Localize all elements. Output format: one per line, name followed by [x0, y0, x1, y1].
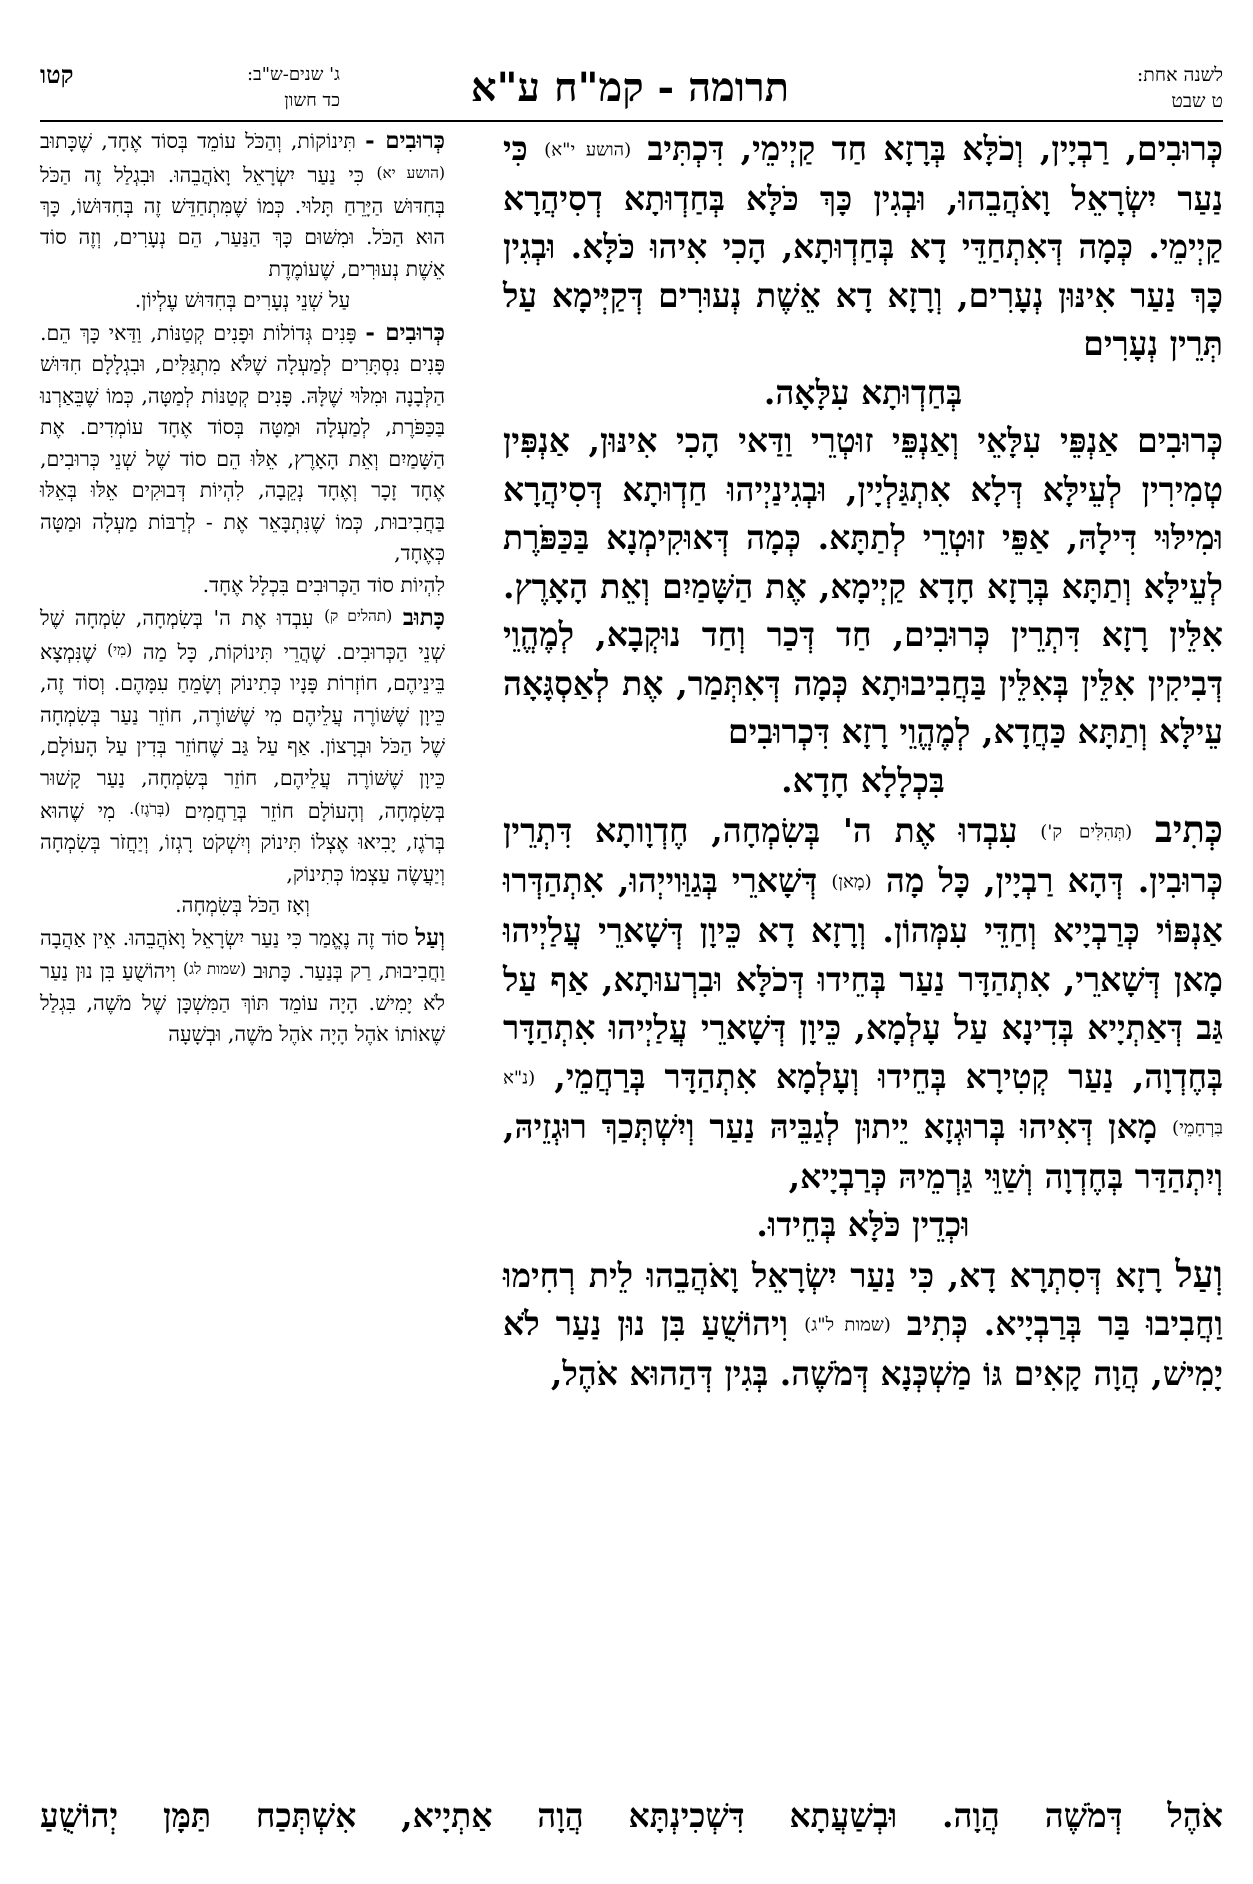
- paragraph-closing-line: עַל שְׁנֵי נְעָרִים בְּחִדּוּשׁ עֶלְיוֹן.: [134, 288, 351, 313]
- paragraph-closing-line: וְאָז הַכֹּל בְּשִׂמְחָה.: [175, 893, 310, 918]
- paragraph-lead-word: כְּרוּבִים -: [365, 318, 445, 346]
- page-number: קטו: [40, 60, 74, 89]
- source-reference: (שמות לג): [183, 960, 247, 979]
- main-paragraph: וְעַל רָזָא דְּסִתְרָא דָא, כִּי נַעַר יִשְׂרָאֵל וָאֹהֲבֵהוּ לֵית רְחִימוּ וַחֲבִיבוּ בַּר בְּרַבְיָיא. כְּתִיב (שמות ל"ג) וִיהוֹשֻׁעַ בִּן נוּן נַעַר לֹא יָמִישׁ, הֲוָה קָאִים גּוֹ מַשְׁכְּנָא דְּמֹשֶׁה. בְּגִין דְּהַהוּא אֹהֶל,: [503, 1251, 1223, 1394]
- page-title: תרומה - קמ"ח ע"א: [470, 64, 790, 111]
- paragraph-closing-line: בִּכְלָלָא חָדָא.: [781, 760, 945, 800]
- cycle-date: כד חשון: [284, 90, 340, 111]
- variant-reading: (מִי): [107, 640, 133, 659]
- translation-paragraph: כְּרוּבִים - פָּנִים גְּדוֹלוֹת וּפָנִים קְטַנּוֹת, וַדַּאי כָּךְ הֵם. פָּנִים נִסְתָּרִים לְמַעְלָה שֶׁלֹּא מִתְגַּלִּים, וּבִגְלָלָם חִדּוּשׁ הַלְּבָנָה וּמִלּוּי שֶׁלָּהּ. פָּנִים קְטַנּוֹת לְמַטָּה, כְּמוֹ שֶׁבֵּאַרְנוּ בַּכַּפֹּרֶת, לְמַעְלָה וּמַטָּה בְּסוֹד אֶחָד עוֹמְדִים. אֶת הַשָּׁמַיִם וְאֵת הָאָרֶץ, אֵלּוּ הֵם סוֹד שֶׁל שְׁנֵי כְּרוּבִים, אֶחָד זָכָר וְאֶחָד נְקֵבָה, לִהְיוֹת דְּבוּקִים אֵלּוּ בְּאֵלּוּ בַּחֲבִיבוּת, כְּמוֹ שֶׁנִּתְבָּאֵר אֶת - לְרַבּוֹת מַעְלָה וּמַטָּה כְּאֶחָד,: [40, 318, 445, 566]
- source-reference: (תְּהִלִּים ק'): [1040, 821, 1133, 843]
- variant-reading: (בְּרֹגֶז).: [129, 800, 171, 819]
- translation-column: [40, 125, 445, 1805]
- translation-paragraph: כָּתוּב (תהלים ק) עִבְדוּ אֶת ה' בְּשִׂמְחָה, שִׂמְחָה שֶׁל שְׁנֵי הַכְּרוּבִים. שֶׁהֲרֵי תִּינוֹקוֹת, כָּל מַה (מִי) שֶׁנִּמְצָא בֵּינֵיהֶם, חוֹזְרוֹת פָּנָיו כְּתִינוֹק וְשָׂמֵחַ עִמָּהֶם. וְסוֹד זֶה, כֵּיוָן שֶׁשּׁוֹרֶה עֲלֵיהֶם מִי שֶׁשּׁוֹרֶה, חוֹזֵר נַעַר בְּשִׂמְחָה שֶׁל הַכֹּל וּבְרָצוֹן. אַף עַל גַּב שֶׁחוֹזֵר בְּדִין עַל הָעוֹלָם, כֵּיוָן שֶׁשּׁוֹרֶה עֲלֵיהֶם, חוֹזֵר בְּשִׂמְחָה, נַעַר קָשׁוּר בְּשִׂמְחָה, וְהָעוֹלָם חוֹזֵר בְּרַחֲמִים (בְּרֹגֶז). מִי שֶׁהוּא בְּרֹגֶז, יָבִיאוּ אֶצְלוֹ תִּינוֹק וְיִשְׁקֹט רָגְזוֹ, וְיַחֲזֹר בְּשִׂמְחָה וְיַעֲשֶׂה עַצְמוֹ כְּתִינוֹק,: [40, 604, 445, 886]
- source-reference: (תהלים ק): [324, 607, 393, 626]
- variant-reading: (מָאן): [831, 871, 872, 893]
- translation-paragraph: וְעַל סוֹד זֶה נֶאֱמַר כִּי נַעַר יִשְׂרָאֵל וָאֹהֲבֵהוּ. אֵין אַהֲבָה וַחֲבִיבוּת, רַק בְּנַעַר. כָּתוּב (שמות לג) וִיהוֹשֻׁעַ בִּן נוּן נַעַר לֹא יָמִישׁ. הָיָה עוֹמֵד תּוֹךְ הַמִּשְׁכָּן שֶׁל מֹשֶׁה, בִּגְלַל שֶׁאוֹתוֹ אֹהֶל הָיָה אֹהֶל מֹשֶׁה, וּבְשָׁעָה: [40, 923, 445, 1047]
- paragraph-lead-word: וְעַל: [415, 923, 445, 951]
- main-paragraph: כְּתִיב (תְּהִלִּים ק') עִבְדוּ אֶת ה' בְּשִׂמְחָה, חֶדְוָותָא דִּתְרֵין כְּרוּבִין. דְּהָא רַבְיָין, כָּל מָה (מָאן) דְּשָׁארֵי בְּגַוַּוייְהוּ, אִתְהַדְּרוּ אַנְפּוֹי כְּרַבְיָיא וְחַדֵּי עִמְּהוֹן. וְרָזָא דָא כֵּיוָן דְּשָׁארֵי עֲלַיְיהוּ מָאן דְּשָׁארֵי, אִתְהַדָּר נַעַר בְּחֵידוּ דְּכֹלָּא וּבִרְעוּתָא, אַף עַל גַּב דְּאַתְיָיא בְּדִינָא עַל עָלְמָא, כֵּיוָן דְּשָׁארֵי עֲלַיְיהוּ אִתְהַדָּר בְּחֶדְוָה, נַעַר קְטִירָא בְּחֵידוּ וְעָלְמָא אִתְהַדָּר בְּרַחֲמֵי, (נ"א בִּרְחָמֵי) מָאן דְּאִיהוּ בְּרוּגְזָא יֵיתוּן לְגַבֵּיהּ נַעַר וְיִשְׁתְּכַךְ רוּגְזֵיהּ, וְיִתְהַדַּר בְּחֶדְוָה וְשַׁוֵּי גַּרְמֵיהּ כְּרַבְיָיא,: [503, 807, 1223, 1196]
- main-paragraph: כְּרוּבִים, רַבְיָין, וְכֹלָּא בְּרָזָא חַד קַיְימֵי, דִּכְתִּיב (הושע י"א) כִּי נַעַר יִשְׂרָאֵל וָאֹהֲבֵהוּ, וּבְגִין כָּךְ כֹּלָּא בְּחַדְוּתָא דְסִיהֲרָא קַיְימֵי. כְּמָה דְּאִתְחַדֵּי דָא בְּחַדְוּתָא, הָכִי אִיהוּ כֹּלָּא. וּבְגִין כָּךְ נַעַר אִינּוּן נְעָרִים, וְרָזָא דָא אֵשֶׁת נְעוּרִים דְּקַיְּימָא עַל תְּרֵין נְעָרִים: [503, 129, 1223, 364]
- header-divider: [40, 120, 1223, 122]
- main-text-column: [503, 125, 1223, 1790]
- full-width-bottom-line: אֹהֶל דְּמֹשֶׁה הֲוָה. וּבְשַׁעֲתָא דִּשְׁכִינְתָּא הֲוָה אַתְיָיא, אִשְׁתְּכַח תַּמָּן יְהוֹשֻׁעַ: [40, 1796, 1223, 1835]
- source-reference: (הושע יא): [376, 163, 445, 182]
- paragraph-lead-word: כְּרוּבִים -: [365, 127, 445, 154]
- source-reference: (הושע י"א): [544, 139, 632, 161]
- translation-paragraph: כְּרוּבִים - תִּינוֹקוֹת, וְהַכֹּל עוֹמֵד בְּסוֹד אֶחָד, שֶׁכָּתוּב (הושע יא) כִּי נַעַר יִשְׂרָאֵל וָאֹהֲבֵהוּ. וּבִגְלַל זֶה הַכֹּל בְּחִדּוּשׁ הַיָּרֵחַ תָּלוּי. כְּמוֹ שֶׁמִּתְחַדֵּשׁ זֶה בְּחִדּוּשׁוֹ, כָּךְ הוּא הַכֹּל. וּמִשּׁוּם כָּךְ הַנַּעַר, הֵם נְעָרִים, וְזֶה סוֹד אֵשֶׁת נְעוּרִים, שֶׁעוֹמֶדֶת: [40, 127, 445, 281]
- paragraph-closing-line: וּכְדֵין כֹּלָּא בְּחֵידוּ.: [756, 1205, 970, 1245]
- paragraph-lead-word: וְעַל: [1175, 1251, 1223, 1296]
- daily-schedule-date: ט שבט: [1171, 90, 1223, 112]
- paragraph-closing-line: בְּחַדְוּתָא עִלָּאָה.: [763, 372, 963, 412]
- source-reference: (שמות ל"ג): [804, 1314, 891, 1336]
- header-cycle-info: [40, 62, 340, 114]
- header-daily-schedule: [973, 62, 1223, 114]
- cycle-label: ג' שנים-ש"ב:: [246, 64, 340, 85]
- paragraph-lead-word: כְּתִיב: [1154, 807, 1223, 852]
- daily-schedule-label: לשנה אחת:: [1136, 64, 1223, 86]
- variant-reading: (נ"א בִּרְחָמֵי): [503, 1067, 1223, 1139]
- paragraph-lead-word: כָּתוּב: [402, 604, 445, 632]
- paragraph-closing-line: לִהְיוֹת סוֹד הַכְּרוּבִים בִּכְלָל אֶחָד.: [202, 572, 445, 597]
- main-paragraph: כְּרוּבִים אַנְפֵּי עִלָּאֵי וְאַנְפֵּי זוּטְרֵי וַדַּאי הָכִי אִינּוּן, אַנְפִּין טְמִירִין לְעֵילָּא דְּלָא אִתְגַּלְיָין, וּבְגִינַיְיהוּ חַדְוּתָא דְּסִיהֲרָא וּמִילּוּי דִּילָהּ, אַפֵּי זוּטְרֵי לְתַתָּא. כְּמָה דְּאוּקִימְנָא בַּכַּפֹּרֶת לְעֵילָּא וְתַתָּא בְּרָזָא חָדָא קַיְימָא, אֶת הַשָּׁמַיִם וְאֵת הָאָרֶץ. אִלֵּין רָזָא דִּתְרֵין כְּרוּבִים, חַד דְּכַר וְחַד נוּקְבָא, לְמֶהֱוֵי דְּבִיקִין אִלֵּין בְּאִלֵּין בַּחֲבִיבוּתָא כְּמָה דְּאִתְּמַר, אֶת לְאַסְגָּאָה עֵילָּא וְתַתָּא כַּחֲדָא, לְמֶהֱוֵי רָזָא דִּכְרוּבִים: [503, 421, 1223, 752]
